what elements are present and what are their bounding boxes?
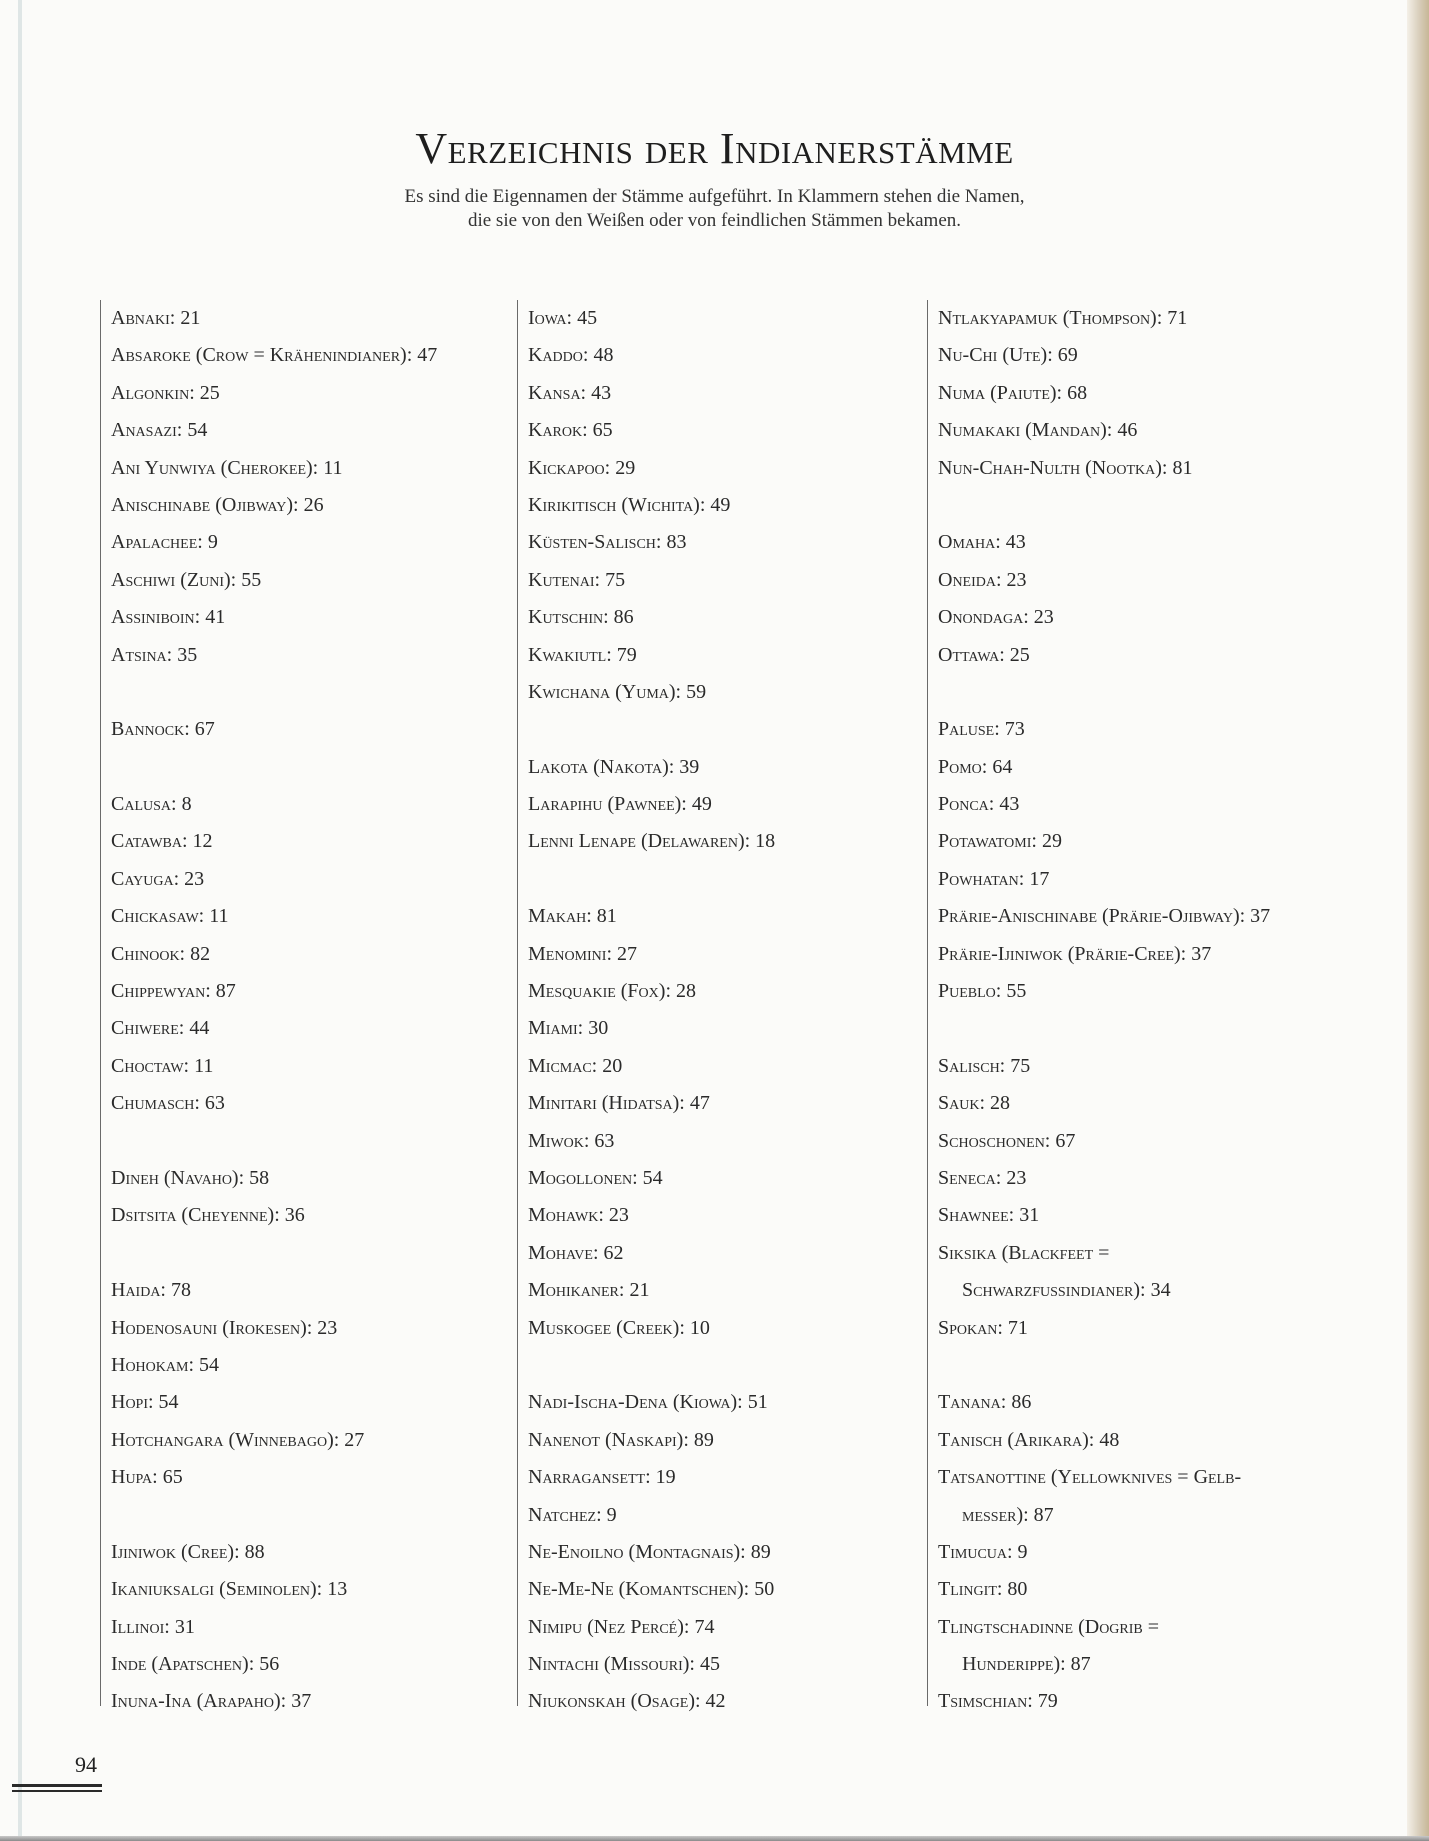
tribe-entry: Anasazi: 54 [111, 419, 208, 442]
index-column-1 [100, 300, 515, 1713]
tribe-entry: Mohave: 62 [528, 1241, 624, 1264]
tribe-entry: Hotchangara (Winnebago): 27 [111, 1428, 365, 1451]
tribe-entry: Tanana: 86 [938, 1391, 1032, 1414]
tribe-entry: Illinoi: 31 [111, 1615, 195, 1638]
section-spacer [528, 861, 925, 898]
footer-rule [12, 1784, 102, 1787]
tribe-entry: Choctaw: 11 [111, 1054, 214, 1077]
tribe-entry: Chiwere: 44 [111, 1017, 210, 1040]
tribe-entry: Larapihu (Pawnee): 49 [528, 793, 712, 816]
tribe-entry: Micmac: 20 [528, 1054, 623, 1077]
tribe-entry: Küsten-Salisch: 83 [528, 531, 687, 554]
tribe-entry: Schwarzfussindianer): 34 [962, 1279, 1171, 1302]
tribe-entry: Nimipu (Nez Percé): 74 [528, 1615, 715, 1638]
tribe-entry: Kutschin: 86 [528, 606, 634, 629]
subtitle-line: Es sind die Eigennamen der Stämme aufgeführt. In Klammern stehen die Namen, [404, 186, 1025, 208]
tribe-entry: Menomini: 27 [528, 942, 637, 965]
tribe-entry: Narragansett: 19 [528, 1466, 676, 1489]
tribe-entry: Haida: 78 [111, 1279, 191, 1302]
tribe-entry: Seneca: 23 [938, 1166, 1027, 1189]
tribe-entry: Abnaki: 21 [111, 307, 201, 329]
section-spacer [938, 1010, 1347, 1047]
tribe-entry: Apalachee: 9 [111, 531, 218, 554]
tribe-entry: Kwichana (Yuma): 59 [528, 680, 707, 703]
tribe-entry: Anischinabe (Ojibway): 26 [111, 493, 324, 516]
tribe-entry: Pomo: 64 [938, 755, 1013, 778]
tribe-entry: Karok: 65 [528, 419, 613, 442]
tribe-entry: Schoschonen: 67 [938, 1129, 1076, 1152]
tribe-entry: Prärie-Ijiniwok (Prärie-Cree): 37 [938, 942, 1212, 965]
tribe-entry: Tsimschian: 79 [938, 1690, 1058, 1713]
tribe-entry: Kaddo: 48 [528, 344, 614, 367]
tribe-entry: Spokan: 71 [938, 1316, 1028, 1339]
section-spacer [528, 1347, 925, 1384]
section-spacer [111, 1123, 515, 1160]
tribe-entry: Hupa: 65 [111, 1466, 183, 1489]
tribe-entry: Catawba: 12 [111, 830, 213, 853]
section-spacer [111, 1497, 515, 1534]
tribe-entry: Tlingit: 80 [938, 1578, 1028, 1601]
tribe-entry: Inuna-Ina (Arapaho): 37 [111, 1690, 312, 1713]
section-spacer [111, 749, 515, 786]
tribe-entry: Absaroke (Crow = Krähenindianer): 47 [111, 344, 438, 367]
tribe-entry: Inde (Apatschen): 56 [111, 1653, 280, 1676]
page-left-edge [18, 0, 22, 1841]
tribe-entry: Timucua: 9 [938, 1540, 1028, 1563]
tribe-entry: Miwok: 63 [528, 1129, 615, 1152]
tribe-entry: Muskogee (Creek): 10 [528, 1316, 710, 1339]
tribe-entry: Sauk: 28 [938, 1092, 1011, 1115]
tribe-entry: Numa (Paiute): 68 [938, 381, 1088, 404]
tribe-entry: Chickasaw: 11 [111, 905, 229, 928]
tribe-entry: Bannock: 67 [111, 718, 215, 741]
tribe-entry: Kutenai: 75 [528, 568, 626, 591]
tribe-entry: Ijiniwok (Cree): 88 [111, 1540, 265, 1563]
footer-rule [12, 1790, 102, 1792]
tribe-entry: Kirikitisch (Wichita): 49 [528, 493, 731, 516]
section-spacer [938, 674, 1347, 711]
tribe-entry: Tanisch (Arikara): 48 [938, 1428, 1120, 1451]
tribe-entry: Omaha: 43 [938, 531, 1026, 554]
tribe-entry: Tatsanottine (Yellowknives = Gelb- [938, 1466, 1242, 1489]
page-binding-edge [1407, 0, 1429, 1841]
tribe-entry: Tlingtschadinne (Dogrib = [938, 1615, 1160, 1638]
tribe-entry: Calusa: 8 [111, 793, 192, 816]
tribe-entry: Powhatan: 17 [938, 867, 1050, 890]
page-number: 94 [75, 1752, 97, 1777]
index-column-2 [517, 300, 925, 1713]
tribe-entry: Nintachi (Missouri): 45 [528, 1653, 720, 1676]
tribe-entry: Chinook: 82 [111, 942, 211, 965]
tribe-entry: Lenni Lenape (Delawaren): 18 [528, 830, 776, 853]
tribe-entry: Ponca: 43 [938, 793, 1020, 816]
tribe-entry: Mesquakie (Fox): 28 [528, 980, 696, 1003]
tribe-entry: Shawnee: 31 [938, 1204, 1040, 1227]
tribe-entry: Oneida: 23 [938, 568, 1027, 591]
tribe-entry: Numakaki (Mandan): 46 [938, 419, 1138, 442]
tribe-entry: Iowa: 45 [528, 307, 598, 329]
tribe-entry: Paluse: 73 [938, 718, 1025, 741]
tribe-entry: Mohawk: 23 [528, 1204, 629, 1227]
tribe-entry: Atsina: 35 [111, 643, 198, 666]
tribe-entry: Ani Yunwiya (Cherokee): 11 [111, 456, 343, 479]
tribe-entry: Onondaga: 23 [938, 606, 1054, 629]
tribe-entry: messer): 87 [962, 1503, 1054, 1526]
tribe-entry: Miami: 30 [528, 1017, 609, 1040]
index-column-3 [927, 300, 1347, 1713]
tribe-entry: Ntlakyapamuk (Thompson): 71 [938, 307, 1188, 329]
tribe-entry: Algonkin: 25 [111, 381, 220, 404]
tribe-entry: Minitari (Hidatsa): 47 [528, 1092, 710, 1115]
tribe-entry: Ne-Enoilno (Montagnais): 89 [528, 1540, 771, 1563]
tribe-entry: Ikaniuksalgi (Seminolen): 13 [111, 1578, 348, 1601]
tribe-entry: Kickapoo: 29 [528, 456, 636, 479]
tribe-entry: Lakota (Nakota): 39 [528, 755, 700, 778]
tribe-entry: Dineh (Navaho): 58 [111, 1166, 270, 1189]
tribe-entry: Chumasch: 63 [111, 1092, 225, 1115]
tribe-entry: Mohikaner: 21 [528, 1279, 650, 1302]
tribe-entry: Mogollonen: 54 [528, 1166, 663, 1189]
section-spacer [938, 1347, 1347, 1384]
tribe-entry: Aschiwi (Zuni): 55 [111, 568, 262, 591]
tribe-entry: Dsitsita (Cheyenne): 36 [111, 1204, 305, 1227]
page-title: Verzeichnis der Indianerstämme [415, 124, 1014, 173]
tribe-entry: Siksika (Blackfeet = [938, 1241, 1110, 1264]
tribe-entry: Prärie-Anischinabe (Prärie-Ojibway): 37 [938, 905, 1271, 928]
tribe-entry: Hunderippe): 87 [962, 1653, 1091, 1676]
tribe-entry: Kansa: 43 [528, 381, 612, 404]
tribe-entry: Makah: 81 [528, 905, 617, 928]
tribe-entry: Nanenot (Naskapi): 89 [528, 1428, 714, 1451]
tribe-entry: Kwakiutl: 79 [528, 643, 637, 666]
page-subtitle [0, 185, 1429, 233]
tribe-entry: Niukonskah (Osage): 42 [528, 1690, 726, 1713]
page-bottom-edge [0, 1836, 1429, 1841]
tribe-entry: Nun-Chah-Nulth (Nootka): 81 [938, 456, 1193, 479]
tribe-entry: Cayuga: 23 [111, 867, 205, 890]
tribe-entry: Nadi-Ischa-Dena (Kiowa): 51 [528, 1391, 768, 1414]
tribe-entry: Salisch: 75 [938, 1054, 1031, 1077]
tribe-entry: Ottawa: 25 [938, 643, 1030, 666]
page-header [0, 125, 1429, 233]
tribe-entry: Ne-Me-Ne (Komantschen): 50 [528, 1578, 775, 1601]
section-spacer [528, 711, 925, 748]
tribe-entry: Chippewyan: 87 [111, 980, 236, 1003]
section-spacer [111, 674, 515, 711]
section-spacer [938, 487, 1347, 524]
tribe-entry: Hohokam: 54 [111, 1353, 219, 1376]
subtitle-line: die sie von den Weißen oder von feindlichen Stämmen bekamen. [467, 210, 962, 232]
tribe-entry: Hodenosauni (Irokesen): 23 [111, 1316, 338, 1339]
tribe-entry: Hopi: 54 [111, 1391, 179, 1414]
tribe-entry: Potawatomi: 29 [938, 830, 1062, 853]
tribe-entry: Assiniboin: 41 [111, 606, 226, 629]
tribe-entry: Natchez: 9 [528, 1503, 617, 1526]
section-spacer [111, 1235, 515, 1272]
tribe-entry: Nu-Chi (Ute): 69 [938, 344, 1078, 367]
tribe-entry: Pueblo: 55 [938, 980, 1027, 1003]
